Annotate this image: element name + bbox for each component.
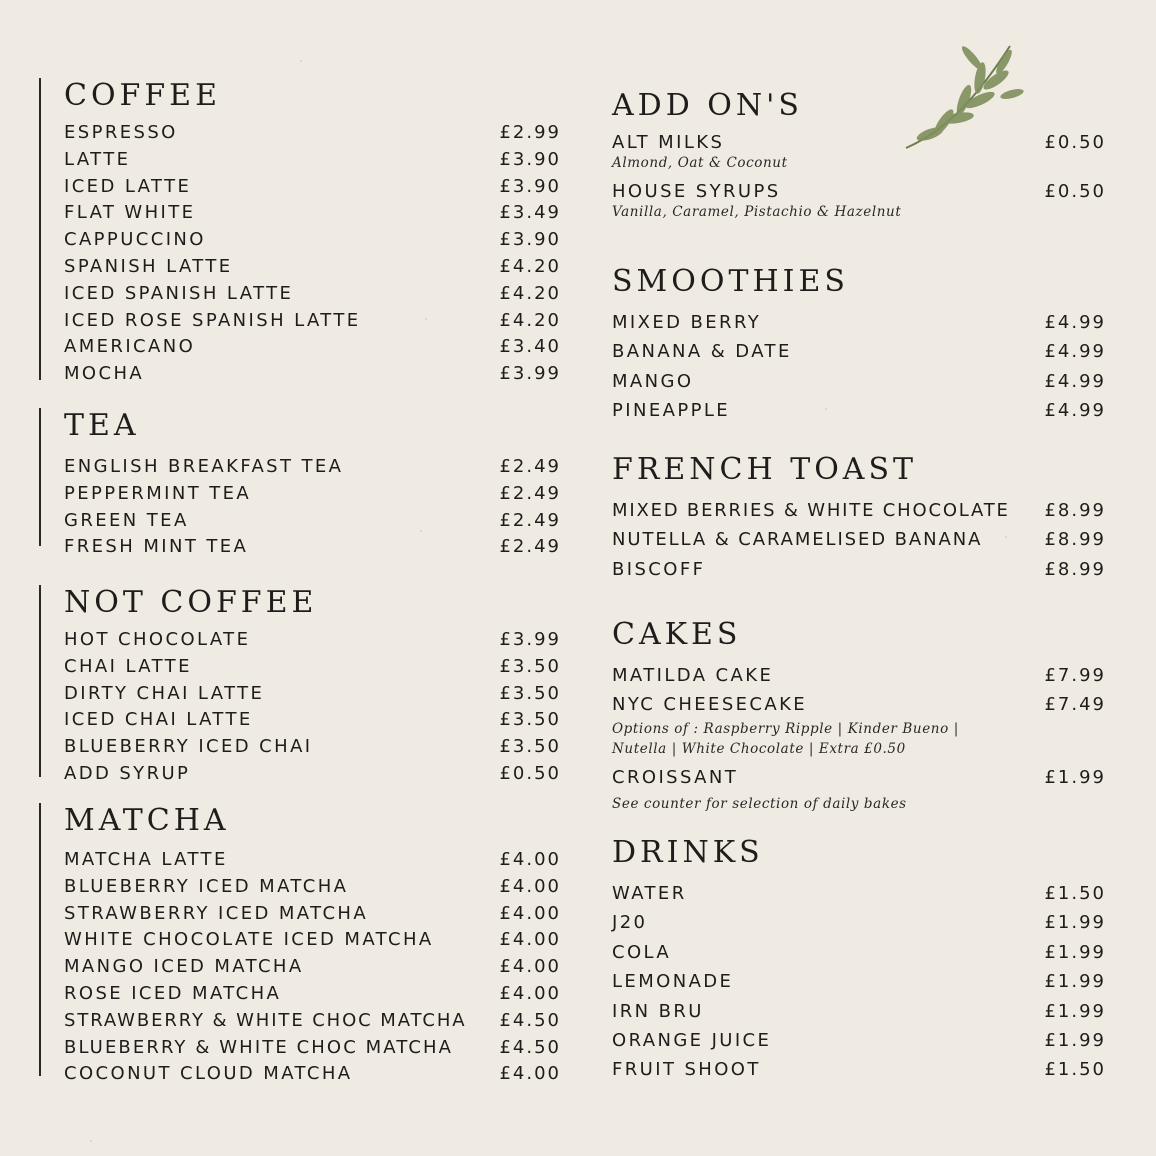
menu-item <box>64 283 561 310</box>
item-price: £2.49 <box>499 509 561 531</box>
section-title: NOT COFFEE <box>64 585 318 620</box>
section-title: FRENCH TOAST <box>612 452 918 487</box>
item-price: £3.90 <box>499 175 561 197</box>
item-name: MIXED BERRY <box>612 312 762 333</box>
item-price: £3.90 <box>499 148 561 170</box>
item-name: ICED ROSE SPANISH LATTE <box>64 309 361 331</box>
item-name: NUTELLA & CARAMELISED BANANA <box>612 529 983 551</box>
menu-item <box>64 629 561 656</box>
item-name: DIRTY CHAI LATTE <box>64 682 265 704</box>
item-price: £2.99 <box>499 122 561 143</box>
section-title: ADD ON'S <box>612 88 803 123</box>
menu-item <box>64 456 561 483</box>
item-name: NYC CHEESECAKE <box>612 694 808 716</box>
menu-item <box>64 510 561 537</box>
item-price: £3.49 <box>499 202 561 224</box>
item-price: £4.00 <box>499 849 561 870</box>
item-price: £0.50 <box>499 762 561 784</box>
item-name: CAPPUCCINO <box>64 229 206 251</box>
section-title: MATCHA <box>64 803 230 838</box>
item-name: MIXED BERRIES & WHITE CHOCOLATE <box>612 500 1010 521</box>
item-price: £4.00 <box>499 982 561 1004</box>
item-price: £3.50 <box>499 655 561 677</box>
item-name: AMERICANO <box>64 336 196 358</box>
menu-item <box>612 529 1106 558</box>
menu-item <box>612 1001 1106 1030</box>
menu-item <box>612 694 1106 715</box>
item-price: £4.00 <box>499 956 561 978</box>
item-price: £7.99 <box>1044 665 1106 686</box>
smoothies-section <box>612 264 1106 430</box>
item-note: Options of : Raspberry Ripple | Kinder Bueno | <box>612 721 959 738</box>
menu-item <box>64 176 561 203</box>
item-name: PEPPERMINT TEA <box>64 482 252 504</box>
item-price: £4.00 <box>499 1063 561 1085</box>
menu-item <box>612 500 1106 529</box>
item-name: ICED SPANISH LATTE <box>64 282 294 304</box>
item-name: ALT MILKS <box>612 132 725 153</box>
item-name: CROISSANT <box>612 767 739 789</box>
menu-item <box>612 883 1106 912</box>
item-price: £3.99 <box>499 629 561 650</box>
item-price: £3.50 <box>499 709 561 731</box>
item-note: Vanilla, Caramel, Pistachio & Hazelnut <box>612 204 902 220</box>
item-price: £1.99 <box>1044 912 1106 934</box>
menu-item <box>64 1010 561 1037</box>
not-coffee-section <box>39 585 561 784</box>
paper-speck <box>90 1140 92 1142</box>
item-name: PINEAPPLE <box>612 400 731 422</box>
item-name: ORANGE JUICE <box>612 1029 772 1051</box>
item-price: £2.49 <box>499 536 561 558</box>
item-price: £3.50 <box>499 682 561 704</box>
menu-item <box>64 310 561 337</box>
menu-item <box>64 122 561 149</box>
menu-item <box>64 876 561 903</box>
item-name: MATCHA LATTE <box>64 849 228 870</box>
menu-item <box>612 400 1106 429</box>
item-price: £1.99 <box>1044 941 1106 963</box>
item-price: £7.49 <box>1044 694 1106 716</box>
menu-item <box>612 942 1106 971</box>
item-name: LATTE <box>64 148 131 170</box>
menu-item <box>64 929 561 956</box>
item-price: £2.49 <box>499 456 561 477</box>
item-price: £4.20 <box>499 282 561 304</box>
item-name: J20 <box>612 912 648 934</box>
item-name: GREEN TEA <box>64 509 189 531</box>
menu-item <box>612 559 1106 588</box>
item-name: BISCOFF <box>612 558 706 580</box>
item-price: £4.50 <box>499 1036 561 1058</box>
item-name: HOT CHOCOLATE <box>64 629 251 650</box>
item-name: BLUEBERRY & WHITE CHOC MATCHA <box>64 1036 454 1058</box>
menu-item <box>64 736 561 763</box>
section-title: DRINKS <box>612 835 764 870</box>
item-price: £3.40 <box>499 336 561 358</box>
item-price: £0.50 <box>1044 132 1106 153</box>
item-price: £4.99 <box>1044 370 1106 392</box>
menu-item <box>612 1059 1106 1088</box>
menu-item <box>612 1030 1106 1059</box>
item-price: £4.00 <box>499 902 561 924</box>
menu-item <box>64 763 561 790</box>
item-name: ADD SYRUP <box>64 762 191 784</box>
menu-item <box>64 483 561 510</box>
item-price: £1.99 <box>1044 1000 1106 1022</box>
menu-item <box>64 202 561 229</box>
section-title: SMOOTHIES <box>612 264 849 299</box>
item-name: ROSE ICED MATCHA <box>64 982 282 1004</box>
menu-item <box>612 341 1106 370</box>
item-name: ENGLISH BREAKFAST TEA <box>64 456 344 477</box>
item-name: SPANISH LATTE <box>64 255 233 277</box>
item-name: WHITE CHOCOLATE ICED MATCHA <box>64 929 434 951</box>
menu-item <box>64 536 561 563</box>
menu-item <box>612 371 1106 400</box>
menu-item <box>64 956 561 983</box>
item-price: £1.99 <box>1044 1029 1106 1051</box>
item-name: BLUEBERRY ICED CHAI <box>64 736 313 758</box>
item-price: £1.99 <box>1044 767 1106 789</box>
item-price: £3.50 <box>499 736 561 758</box>
matcha-section <box>39 803 561 1085</box>
item-price: £4.20 <box>499 309 561 331</box>
menu-item <box>612 912 1106 941</box>
cakes-section <box>612 617 1106 814</box>
item-price: £3.99 <box>499 363 561 385</box>
menu-item <box>612 181 1106 202</box>
item-price: £1.99 <box>1044 971 1106 993</box>
item-name: FRESH MINT TEA <box>64 536 249 558</box>
item-price: £8.99 <box>1044 529 1106 551</box>
menu-item <box>612 971 1106 1000</box>
french-toast-section <box>612 452 1106 588</box>
menu-item <box>64 683 561 710</box>
menu-item <box>64 229 561 256</box>
item-price: £8.99 <box>1044 500 1106 521</box>
item-price: £4.00 <box>499 875 561 897</box>
coffee-section <box>39 78 561 385</box>
item-name: MATILDA CAKE <box>612 665 774 686</box>
item-name: COLA <box>612 941 672 963</box>
paper-speck <box>300 60 302 62</box>
menu-item <box>64 656 561 683</box>
menu-item <box>64 709 561 736</box>
item-price: £2.49 <box>499 482 561 504</box>
drinks-section <box>612 835 1106 1089</box>
item-price: £8.99 <box>1044 558 1106 580</box>
item-price: £4.00 <box>499 929 561 951</box>
item-name: LEMONADE <box>612 971 734 993</box>
item-note: See counter for selection of daily bakes <box>612 796 907 813</box>
item-name: WATER <box>612 883 687 904</box>
item-name: ICED LATTE <box>64 175 192 197</box>
section-title: TEA <box>64 408 140 443</box>
tea-section <box>39 408 561 558</box>
item-price: £4.99 <box>1044 341 1106 363</box>
item-price: £4.50 <box>499 1009 561 1031</box>
item-name: CHAI LATTE <box>64 655 192 677</box>
menu-item <box>612 665 1106 694</box>
item-price: £1.50 <box>1044 883 1106 904</box>
menu-item <box>64 336 561 363</box>
section-title: CAKES <box>612 617 742 652</box>
menu-item <box>64 256 561 283</box>
item-name: STRAWBERRY ICED MATCHA <box>64 902 369 924</box>
item-price: £0.50 <box>1044 181 1106 202</box>
item-name: COCONUT CLOUD MATCHA <box>64 1063 353 1085</box>
item-price: £4.99 <box>1044 312 1106 333</box>
item-name: BLUEBERRY ICED MATCHA <box>64 875 349 897</box>
menu-item <box>612 312 1106 341</box>
item-name: FLAT WHITE <box>64 202 196 224</box>
menu-item <box>64 149 561 176</box>
item-name: HOUSE SYRUPS <box>612 181 781 202</box>
item-name: IRN BRU <box>612 1000 704 1022</box>
item-price: £1.50 <box>1044 1059 1106 1081</box>
section-title: COFFEE <box>64 78 221 113</box>
item-note: Almond, Oat & Coconut <box>612 155 788 171</box>
item-name: MOCHA <box>64 363 145 385</box>
menu-item <box>64 983 561 1010</box>
menu-item <box>612 767 1106 788</box>
item-price: £4.20 <box>499 255 561 277</box>
item-name: BANANA & DATE <box>612 341 792 363</box>
item-price: £4.99 <box>1044 400 1106 422</box>
menu-item <box>64 849 561 876</box>
menu-item <box>64 1037 561 1064</box>
menu-item <box>612 132 1106 153</box>
item-name: FRUIT SHOOT <box>612 1059 761 1081</box>
item-name: MANGO <box>612 370 694 392</box>
item-name: MANGO ICED MATCHA <box>64 956 304 978</box>
addons-section <box>612 88 1106 222</box>
item-name: STRAWBERRY & WHITE CHOC MATCHA <box>64 1009 467 1031</box>
menu-item <box>64 903 561 930</box>
item-name: ESPRESSO <box>64 122 178 143</box>
item-name: ICED CHAI LATTE <box>64 709 253 731</box>
item-note: Nutella | White Chocolate | Extra £0.50 <box>612 741 906 758</box>
item-price: £3.90 <box>499 229 561 251</box>
menu-item <box>64 363 561 390</box>
menu-item <box>64 1063 561 1090</box>
